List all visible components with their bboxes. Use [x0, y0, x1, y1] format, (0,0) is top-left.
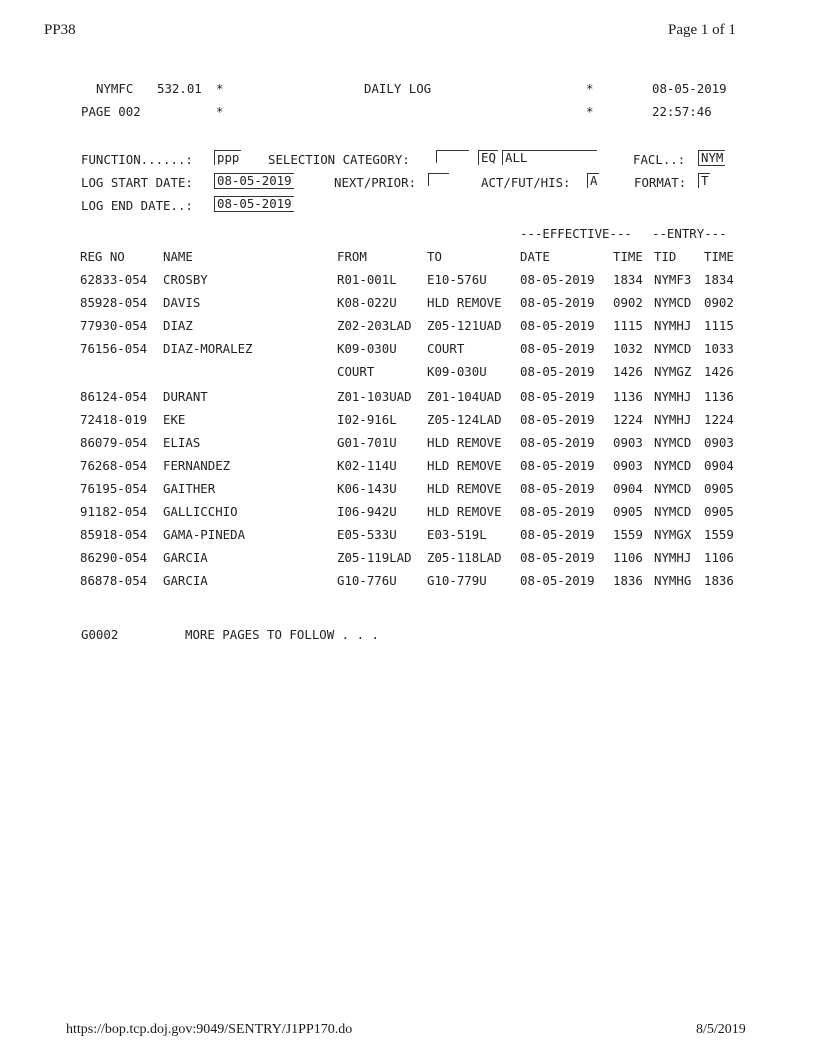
reg-no: 91182-054 — [80, 504, 148, 519]
effective-date: 08-05-2019 — [520, 458, 595, 473]
to-location: E03-519L — [427, 527, 487, 542]
reg-no: 76195-054 — [80, 481, 148, 496]
inmate-name: EKE — [163, 412, 186, 427]
selection-value-field[interactable]: ALL — [502, 150, 597, 165]
system-version: 532.01 — [157, 81, 202, 96]
from-location: K02-114U — [337, 458, 397, 473]
effective-time: 0904 — [613, 481, 643, 496]
effective-date: 08-05-2019 — [520, 272, 595, 287]
inmate-name: ELIAS — [163, 435, 201, 450]
inmate-name: DURANT — [163, 389, 208, 404]
entry-tid: NYMHJ — [654, 412, 692, 427]
entry-time: 1136 — [704, 389, 734, 404]
log-start-date-field[interactable]: 08-05-2019 — [214, 173, 294, 189]
table-row — [0, 389, 817, 407]
to-location: Z05-121UAD — [427, 318, 502, 333]
effective-date: 08-05-2019 — [520, 389, 595, 404]
from-location: E05-533U — [337, 527, 397, 542]
to-location: Z05-124LAD — [427, 412, 502, 427]
entry-time: 0902 — [704, 295, 734, 310]
entry-tid: NYMCD — [654, 481, 692, 496]
reg-no: 85918-054 — [80, 527, 148, 542]
facl-label: FACL..: — [633, 152, 686, 167]
from-location: K06-143U — [337, 481, 397, 496]
next-prior-label: NEXT/PRIOR: — [334, 175, 417, 190]
entry-tid: NYMHG — [654, 573, 692, 588]
entry-tid: NYMCD — [654, 504, 692, 519]
table-row — [0, 504, 817, 522]
entry-tid: NYMHJ — [654, 550, 692, 565]
entry-time: 1224 — [704, 412, 734, 427]
print-footer-url: https://bop.tcp.doj.gov:9049/SENTRY/J1PP170.do — [66, 1022, 353, 1037]
to-location: HLD REMOVE — [427, 481, 502, 496]
entry-time: 1426 — [704, 364, 734, 379]
effective-time: 0903 — [613, 458, 643, 473]
entry-time: 0904 — [704, 458, 734, 473]
header-date: 08-05-2019 — [652, 81, 727, 96]
effective-date: 08-05-2019 — [520, 341, 595, 356]
from-location: Z01-103UAD — [337, 389, 412, 404]
entry-tid: NYMCD — [654, 295, 692, 310]
effective-date: 08-05-2019 — [520, 295, 595, 310]
reg-no: 62833-054 — [80, 272, 148, 287]
reg-no: 86079-054 — [80, 435, 148, 450]
inmate-name: GARCIA — [163, 573, 208, 588]
header-star: * — [216, 81, 224, 96]
to-location: E10-576U — [427, 272, 487, 287]
entry-tid: NYMHJ — [654, 389, 692, 404]
inmate-name: DAVIS — [163, 295, 201, 310]
from-location: I02-916L — [337, 412, 397, 427]
from-location: G01-701U — [337, 435, 397, 450]
entry-tid: NYMF3 — [654, 272, 692, 287]
header-star: * — [216, 104, 224, 119]
col-entry-time: TIME — [704, 249, 734, 264]
entry-time: 1559 — [704, 527, 734, 542]
effective-date: 08-05-2019 — [520, 481, 595, 496]
reg-no: 86124-054 — [80, 389, 148, 404]
from-location: K08-022U — [337, 295, 397, 310]
effective-date: 08-05-2019 — [520, 504, 595, 519]
to-location: K09-030U — [427, 364, 487, 379]
next-prior-field[interactable] — [428, 173, 449, 186]
inmate-name: GAITHER — [163, 481, 216, 496]
page-title: DAILY LOG — [364, 81, 432, 96]
effective-time: 1106 — [613, 550, 643, 565]
format-label: FORMAT: — [634, 175, 687, 190]
header-time: 22:57:46 — [652, 104, 712, 119]
entry-tid: NYMCD — [654, 341, 692, 356]
table-row — [0, 412, 817, 430]
to-location: HLD REMOVE — [427, 458, 502, 473]
table-row — [0, 573, 817, 591]
table-row — [0, 458, 817, 476]
log-end-date-label: LOG END DATE..: — [81, 198, 193, 213]
from-location: R01-001L — [337, 272, 397, 287]
table-row — [0, 550, 817, 568]
to-location: HLD REMOVE — [427, 435, 502, 450]
col-from: FROM — [337, 249, 367, 264]
reg-no: 76268-054 — [80, 458, 148, 473]
from-location: K09-030U — [337, 341, 397, 356]
entry-group-header: --ENTRY--- — [652, 226, 727, 241]
act-fut-his-label: ACT/FUT/HIS: — [481, 175, 571, 190]
from-location: Z02-203LAD — [337, 318, 412, 333]
message-text: MORE PAGES TO FOLLOW . . . — [185, 627, 379, 642]
to-location: HLD REMOVE — [427, 295, 502, 310]
table-row — [0, 435, 817, 453]
print-footer-date: 8/5/2019 — [696, 1022, 746, 1037]
effective-time: 0903 — [613, 435, 643, 450]
effective-time: 0902 — [613, 295, 643, 310]
entry-time: 1106 — [704, 550, 734, 565]
inmate-name: GALLICCHIO — [163, 504, 238, 519]
header-star: * — [586, 81, 594, 96]
table-row — [0, 318, 817, 336]
col-reg-no: REG NO — [80, 249, 125, 264]
to-location: Z01-104UAD — [427, 389, 502, 404]
col-time: TIME — [613, 249, 643, 264]
table-row — [0, 481, 817, 499]
act-fut-his-field[interactable]: A — [587, 173, 599, 188]
function-field[interactable]: ppp — [214, 150, 241, 165]
effective-time: 1559 — [613, 527, 643, 542]
from-location: I06-942U — [337, 504, 397, 519]
effective-time: 1032 — [613, 341, 643, 356]
col-to: TO — [427, 249, 442, 264]
to-location: COURT — [427, 341, 465, 356]
effective-date: 08-05-2019 — [520, 364, 595, 379]
selection-category-label: SELECTION CATEGORY: — [268, 152, 410, 167]
function-label: FUNCTION......: — [81, 152, 193, 167]
effective-date: 08-05-2019 — [520, 412, 595, 427]
inmate-name: FERNANDEZ — [163, 458, 231, 473]
inmate-name: CROSBY — [163, 272, 208, 287]
inmate-name: DIAZ — [163, 318, 193, 333]
entry-time: 0905 — [704, 504, 734, 519]
message-code: G0002 — [81, 627, 119, 642]
inmate-name: GARCIA — [163, 550, 208, 565]
reg-no: 86878-054 — [80, 573, 148, 588]
header-star: * — [586, 104, 594, 119]
print-header-code: PP38 — [44, 22, 76, 38]
col-date: DATE — [520, 249, 550, 264]
effective-time: 1836 — [613, 573, 643, 588]
effective-time: 1224 — [613, 412, 643, 427]
effective-time: 1136 — [613, 389, 643, 404]
reg-no: 85928-054 — [80, 295, 148, 310]
table-row — [0, 272, 817, 290]
col-name: NAME — [163, 249, 193, 264]
effective-time: 1115 — [613, 318, 643, 333]
entry-tid: NYMGX — [654, 527, 692, 542]
entry-time: 1834 — [704, 272, 734, 287]
page-number: PAGE 002 — [81, 104, 141, 119]
col-tid: TID — [654, 249, 677, 264]
facl-field[interactable]: NYM — [698, 150, 725, 166]
to-location: G10-779U — [427, 573, 487, 588]
effective-date: 08-05-2019 — [520, 527, 595, 542]
inmate-name: GAMA-PINEDA — [163, 527, 246, 542]
entry-tid: NYMHJ — [654, 318, 692, 333]
table-row — [0, 341, 817, 359]
effective-time: 1426 — [613, 364, 643, 379]
entry-time: 1033 — [704, 341, 734, 356]
column-header-row — [0, 249, 817, 267]
effective-date: 08-05-2019 — [520, 573, 595, 588]
selection-category-field[interactable] — [436, 150, 469, 163]
effective-date: 08-05-2019 — [520, 435, 595, 450]
inmate-name: DIAZ-MORALEZ — [163, 341, 253, 356]
selection-op-field[interactable]: EQ — [478, 150, 498, 165]
effective-group-header: ---EFFECTIVE--- — [520, 226, 632, 241]
system-code: NYMFC — [96, 81, 134, 96]
print-header-page: Page 1 of 1 — [668, 22, 736, 38]
from-location: COURT — [337, 364, 375, 379]
entry-time: 0905 — [704, 481, 734, 496]
to-location: HLD REMOVE — [427, 504, 502, 519]
log-start-date-label: LOG START DATE: — [81, 175, 193, 190]
entry-time: 1115 — [704, 318, 734, 333]
effective-time: 0905 — [613, 504, 643, 519]
entry-tid: NYMCD — [654, 435, 692, 450]
effective-time: 1834 — [613, 272, 643, 287]
reg-no: 86290-054 — [80, 550, 148, 565]
from-location: Z05-119LAD — [337, 550, 412, 565]
table-row — [0, 527, 817, 545]
reg-no: 72418-019 — [80, 412, 148, 427]
to-location: Z05-118LAD — [427, 550, 502, 565]
reg-no: 76156-054 — [80, 341, 148, 356]
entry-tid: NYMCD — [654, 458, 692, 473]
table-row — [0, 295, 817, 313]
entry-tid: NYMGZ — [654, 364, 692, 379]
table-row — [0, 364, 817, 382]
log-end-date-field[interactable]: 08-05-2019 — [214, 196, 294, 212]
entry-time: 0903 — [704, 435, 734, 450]
entry-time: 1836 — [704, 573, 734, 588]
reg-no: 77930-054 — [80, 318, 148, 333]
from-location: G10-776U — [337, 573, 397, 588]
effective-date: 08-05-2019 — [520, 318, 595, 333]
effective-date: 08-05-2019 — [520, 550, 595, 565]
format-field[interactable]: T — [698, 173, 710, 188]
